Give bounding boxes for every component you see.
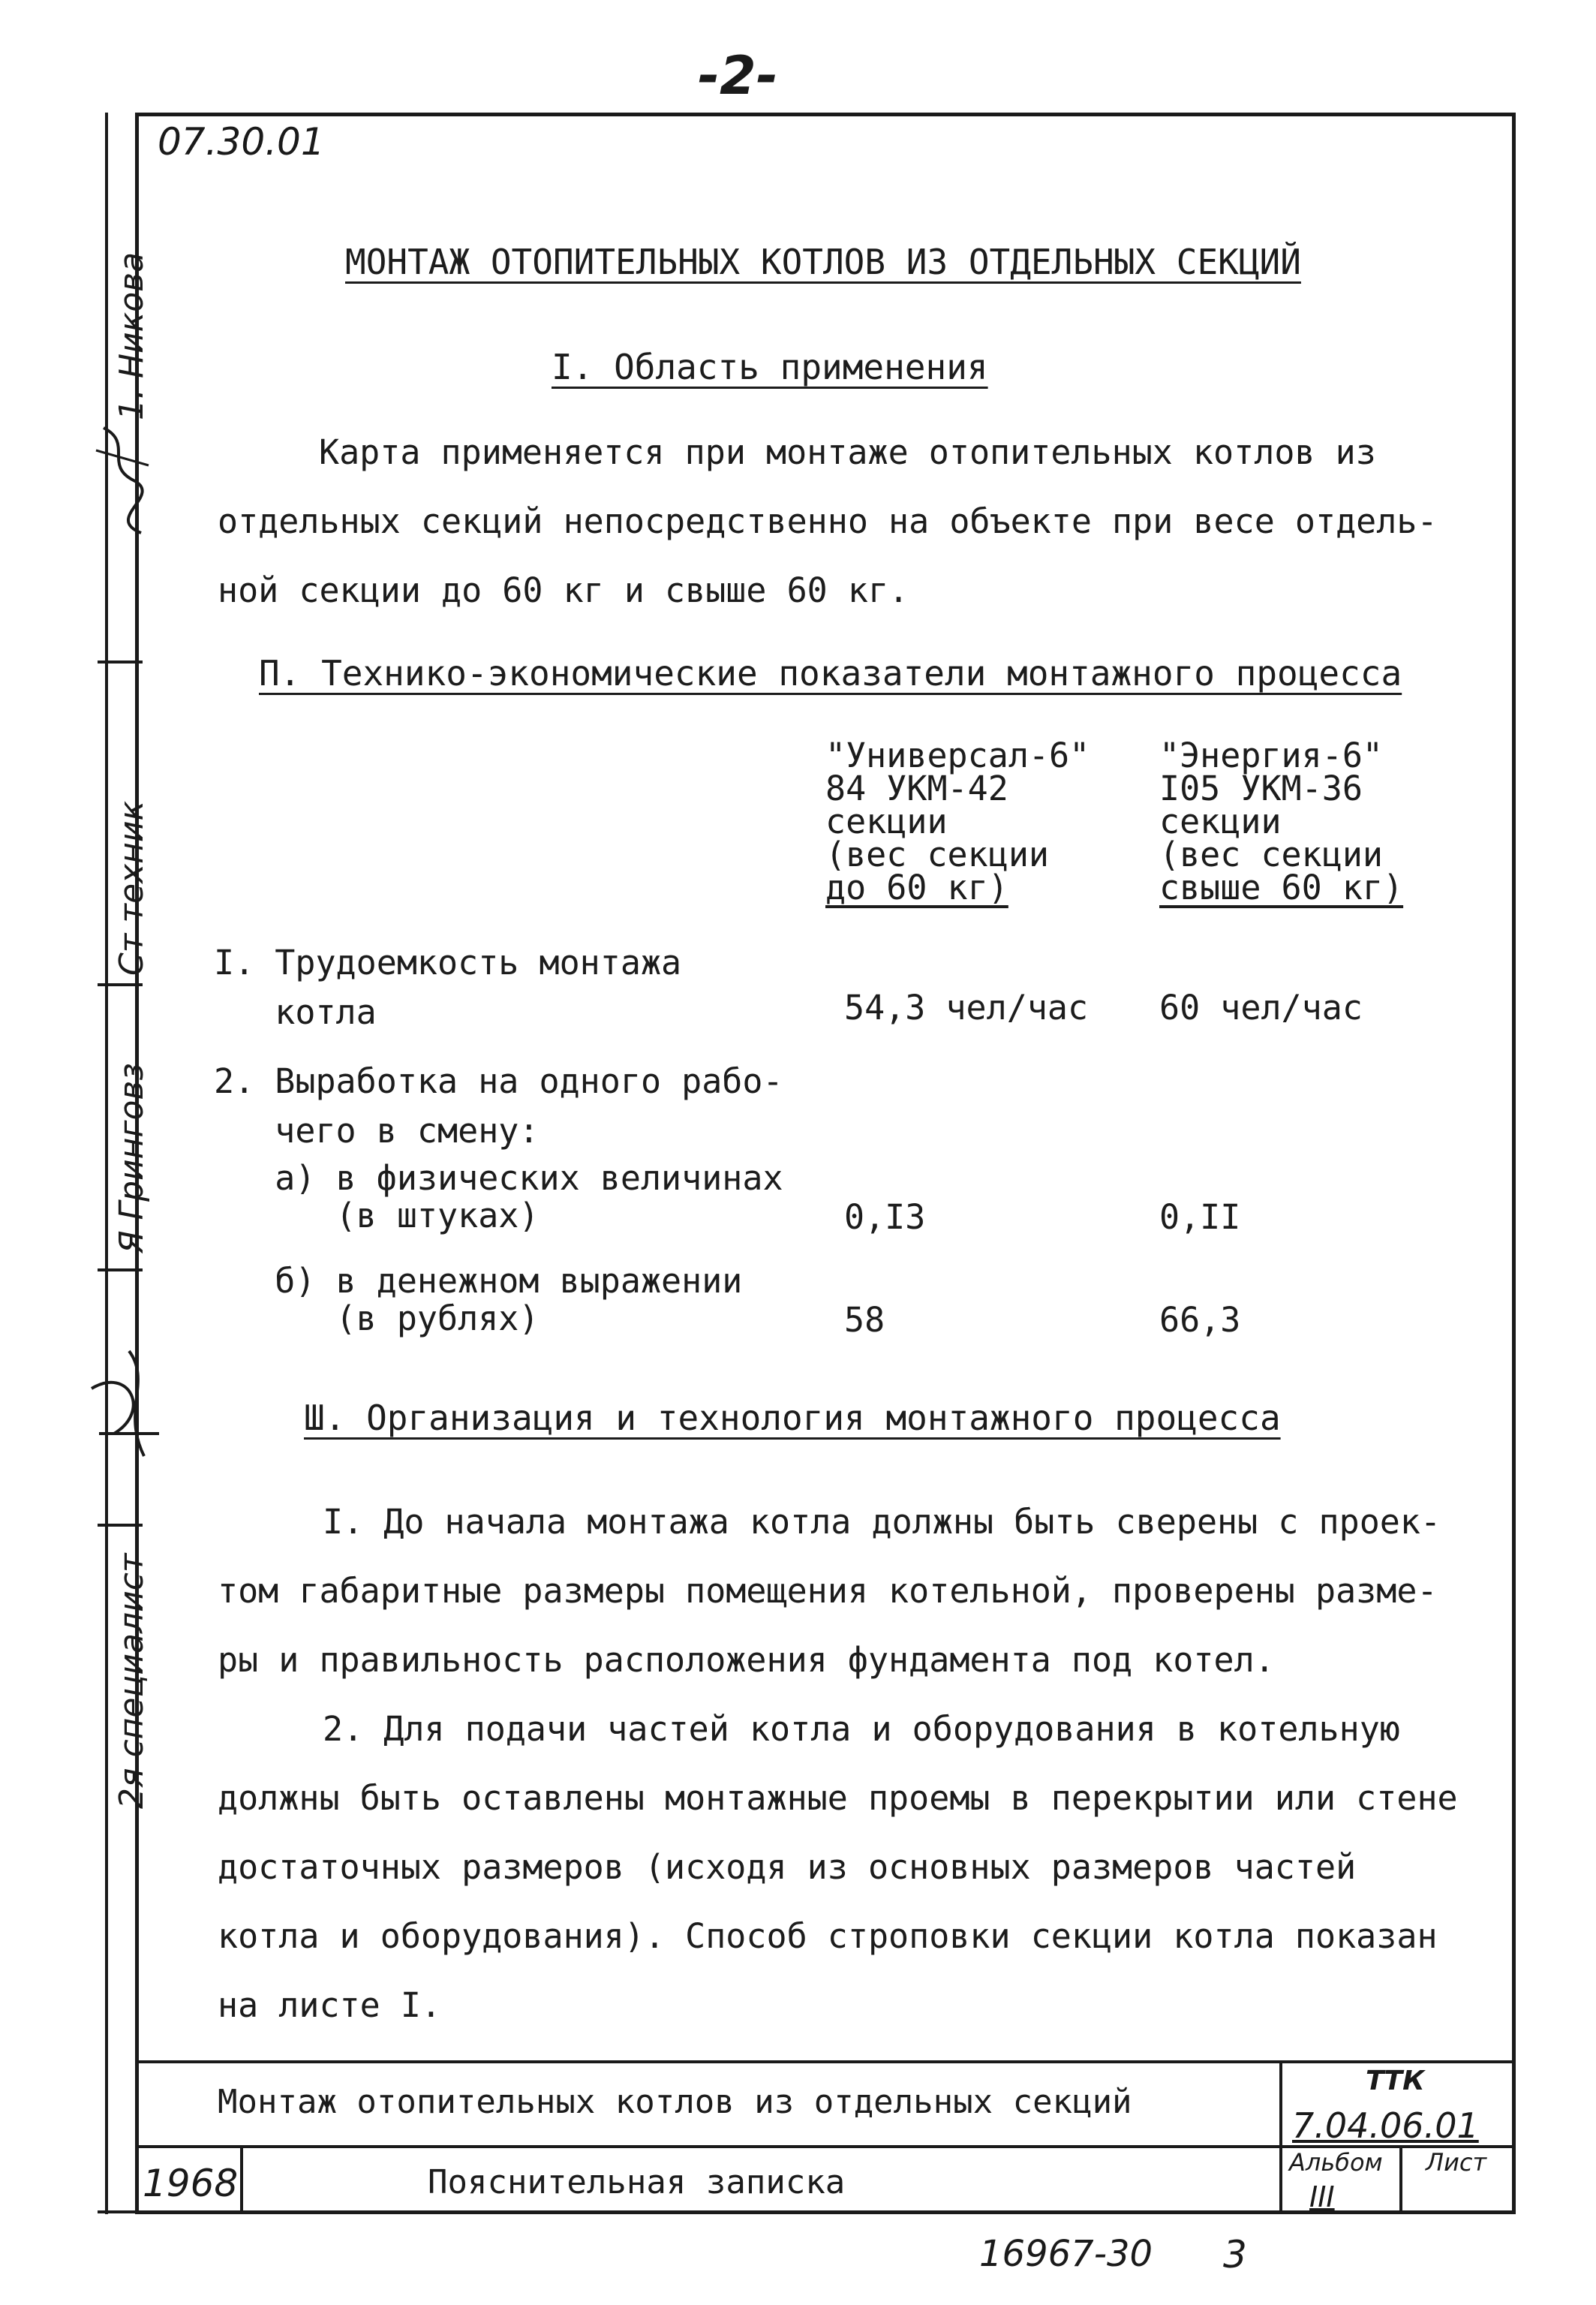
title-block-divider bbox=[1399, 2145, 1402, 2214]
strip-entry: Я Гринговз bbox=[113, 1063, 151, 1253]
title-block-subtitle: Пояснительная записка bbox=[428, 2163, 846, 2201]
sheet-label: Лист bbox=[1426, 2148, 1487, 2177]
strip-entry: Ст техник bbox=[113, 800, 151, 976]
sheet-number: 3 bbox=[1223, 2233, 1247, 2276]
paragraph-line: достаточных размеров (исходя из основных размеров частей bbox=[218, 1847, 1357, 1887]
signature-mark bbox=[89, 420, 156, 540]
paragraph-line: на листе I. bbox=[218, 1985, 442, 2025]
strip-entry: 2я специалист bbox=[113, 1553, 151, 1809]
strip-divider bbox=[98, 1524, 143, 1527]
row-label: а) в физических величинах (в штуках) bbox=[214, 1158, 783, 1235]
paragraph-line: отдельных секций непосредственно на объекте при весе отдель- bbox=[218, 501, 1438, 541]
title-block-divider bbox=[98, 2210, 255, 2213]
paragraph-line: котла и оборудования). Способ строповки секции котла показан bbox=[218, 1916, 1438, 1956]
paragraph-line: ной секции до 60 кг и свыше 60 кг. bbox=[218, 570, 909, 610]
section-heading: П. Технико-экономические показатели монтажного процесса bbox=[259, 653, 1402, 694]
paragraph-line: должны быть оставлены монтажные проемы в перекрытии или стене bbox=[218, 1778, 1458, 1818]
section-heading: Ш. Организация и технология монтажного процесса bbox=[304, 1398, 1281, 1438]
page-number: -2- bbox=[698, 45, 778, 107]
album-label: Альбом bbox=[1289, 2148, 1383, 2177]
column-header: "Энергия-6" I05 УКМ-36 секции (вес секции свыше 60 кг) bbox=[1159, 736, 1404, 907]
row-label: 2. Выработка на одного рабо- чего в смену: bbox=[214, 1061, 783, 1151]
paragraph-line: ры и правильность расположения фундамента под котел. bbox=[218, 1640, 1275, 1680]
ttk-code: 7.04.06.01 bbox=[1292, 2105, 1479, 2146]
row-value: 54,3 чел/час bbox=[844, 988, 1089, 1028]
title-block-border bbox=[135, 2060, 1516, 2063]
row-label: I. Трудоемкость монтажа котла bbox=[214, 943, 682, 1032]
section-heading: I. Область применения bbox=[552, 347, 988, 387]
row-label: б) в денежном выражении (в рублях) bbox=[214, 1261, 743, 1338]
document-title: МОНТАЖ ОТОПИТЕЛЬНЫХ КОТЛОВ ИЗ ОТДЕЛЬНЫХ СЕКЦИЙ bbox=[345, 242, 1301, 282]
paragraph-line: том габаритные размеры помещения котельной, проверены разме- bbox=[218, 1571, 1438, 1611]
title-block-divider bbox=[240, 2145, 243, 2214]
row-value: 58 bbox=[844, 1300, 885, 1340]
strip-divider bbox=[98, 1268, 143, 1271]
ttk-label: ТТК bbox=[1366, 2066, 1425, 2096]
strip-divider bbox=[98, 661, 143, 664]
album-value: III bbox=[1309, 2180, 1335, 2213]
row-value: 0,I3 bbox=[844, 1197, 926, 1237]
inventory-number: 16967-30 bbox=[979, 2233, 1153, 2275]
signature-mark bbox=[84, 1321, 167, 1494]
strip-entry: 1. Никова bbox=[113, 251, 151, 420]
row-value: 0,II bbox=[1159, 1197, 1241, 1237]
paragraph-line: 2. Для подачи частей котла и оборудования в котельную bbox=[323, 1709, 1400, 1749]
paragraph-line: Карта применяется при монтаже отопительных котлов из bbox=[319, 432, 1376, 472]
row-value: 66,3 bbox=[1159, 1300, 1241, 1340]
row-value: 60 чел/час bbox=[1159, 988, 1363, 1028]
year: 1968 bbox=[143, 2162, 239, 2205]
column-header: "Универсал-6" 84 УКМ-42 секции (вес секции до 60 кг) bbox=[825, 736, 1090, 907]
paragraph-line: I. До начала монтажа котла должны быть сверены с проек- bbox=[323, 1502, 1441, 1542]
title-block-divider bbox=[1279, 2060, 1282, 2214]
title-block-title: Монтаж отопительных котлов из отдельных секций bbox=[218, 2083, 1132, 2121]
strip-divider bbox=[98, 983, 143, 986]
doc-code: 07.30.01 bbox=[158, 120, 325, 164]
